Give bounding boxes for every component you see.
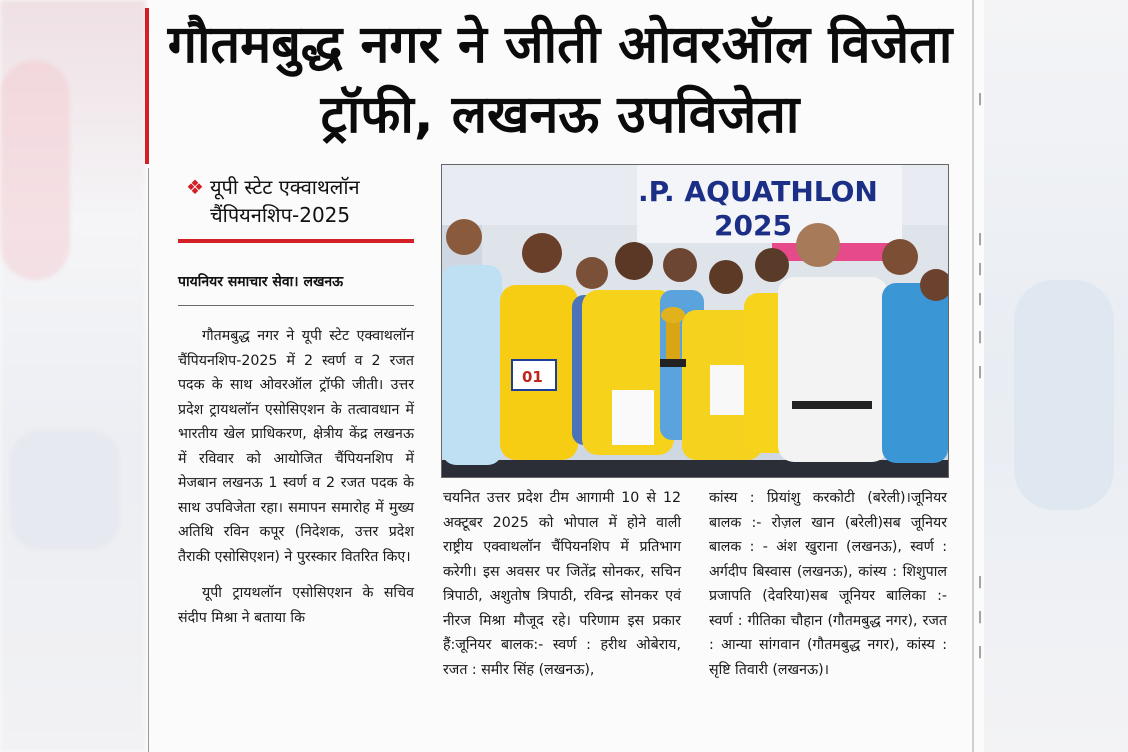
kicker-underline: [178, 239, 414, 243]
diamond-bullet-icon: ❖: [186, 175, 204, 199]
paragraph-4: कांस्य : प्रियांशु करकोटी (बरेली)।जूनियर बालक :- रोज़ल खान (बरेली)सब जूनियर बालक : - अंश खुराना (लखनऊ), स्वर्ण : अर्गदीप बिस्वास (लखनऊ), कांस्य : शिशुपाल प्रजापति (देवरिया)सब जूनियर बालिका :- स्वर्ण : गीतिका चौहान (गौतमबुद्ध नगर), रजत : आन्या सांगवान (गौतमबुद्ध नगर), कांस्य : सृष्टि तिवारी (लखनऊ)।: [709, 490, 947, 678]
blurred-right-margin: [984, 0, 1128, 752]
byline-rule: [178, 305, 414, 306]
kicker-text: यूपी स्टेट एक्वाथलॉन चैंपियनशिप-2025: [209, 175, 360, 227]
paragraph-1: गौतमबुद्ध नगर ने यूपी स्टेट एक्वाथलॉन चैंपियनशिप-2025 में 2 स्वर्ण व 2 रजत पदक के साथ ओवरऑल ट्रॉफी जीती। उत्तर प्रदेश ट्रायथलॉन एसोसिएशन के तत्वावधान में भारतीय खेल प्राधिकरण, क्षेत्रीय केंद्र लखनऊ में रविवार को आयोजित चैंपियनशिप में मेजबान लखनऊ 1 स्वर्ण व 2 रजत पदक के साथ उपविजेता रहा। समापन समारोह में मुख्य अतिथि रविन कपूर (निदेशक, उत्तर प्रदेश तैराकी एसोसिएशन) ने पुरस्कार वितरित किए।: [178, 328, 414, 565]
banner-year: 2025: [714, 209, 792, 242]
event-photo: [441, 164, 949, 478]
headline: गौतमबुद्ध नगर ने जीती ओवरऑल विजेता ट्रॉफी, लखनऊ उपविजेता: [167, 15, 953, 145]
award-ceremony-photo: [442, 165, 948, 477]
paragraph-3: चयनित उत्तर प्रदेश टीम आगामी 10 से 12 अक्टूबर 2025 को भोपाल में होने वाली राष्ट्रीय एक्वाथलॉन चैंपियनशिप में प्रतिभाग करेगी। इस अवसर पर जितेंद्र सोनकर, सचिन त्रिपाठी, अशुतोष त्रिपाठी, रविन्द्र सोनकर एवं नीरज मिश्रा मौजूद रहे। परिणाम इस प्रकार हैं:जूनियर बालक:- स्वर्ण : हरीथ ओबेराय, रजत : समीर सिंह (लखनऊ),: [443, 490, 681, 678]
paragraph-2: यूपी ट्रायथलॉन एसोसिएशन के सचिव संदीप मिश्रा ने बताया कि: [178, 585, 414, 626]
article-column-1: [178, 324, 414, 630]
byline: पायनियर समाचार सेवा। लखनऊ: [178, 274, 344, 290]
right-column-rule: [972, 0, 974, 752]
article-column-3: [709, 486, 947, 682]
kicker: [186, 173, 416, 229]
headline-accent-bar: [145, 8, 149, 164]
blurred-left-margin: [0, 0, 146, 752]
banner-title: .P. AQUATHLON: [638, 175, 878, 208]
svg-text:01: 01: [522, 368, 543, 386]
column-divider: [148, 168, 149, 752]
article-column-2: [443, 486, 681, 682]
adjacent-article-fragments: | | | | | | | | |: [978, 91, 983, 658]
